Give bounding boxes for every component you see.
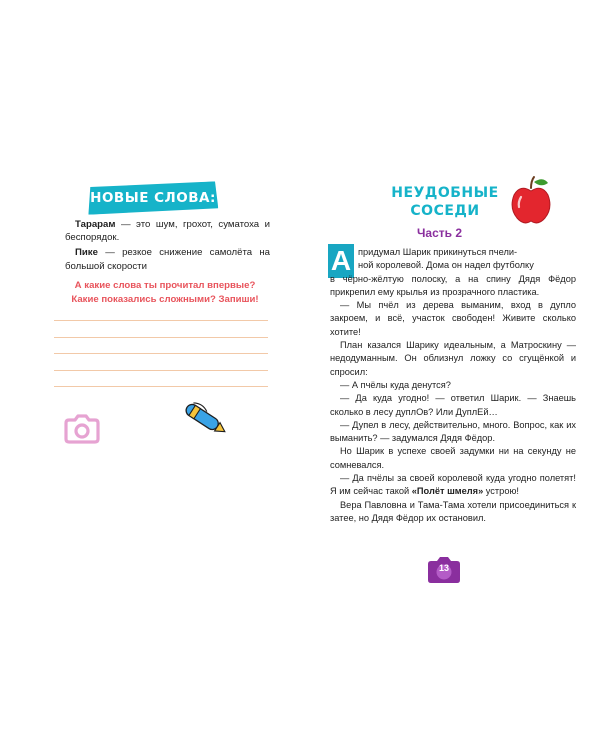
story-paragraph: — Да куда угодно! — ответил Шарик. — Знаешь сколько в лесу дуплОв? Или ДуплЕй…: [330, 393, 576, 417]
camera-icon: [64, 414, 100, 444]
right-page: [300, 0, 600, 750]
definition-term: Тарарам: [75, 219, 116, 230]
story-text: [330, 246, 576, 525]
writing-prompt-line1: А какие слова ты прочитал впервые?: [74, 280, 256, 291]
writing-line: [54, 386, 268, 387]
story-bold-title: «Полёт шмеля»: [411, 486, 484, 497]
definition-term: Пике: [75, 247, 98, 259]
story-text-run: устрою!: [483, 486, 519, 497]
story-paragraph: Вера Павловна и Тама-Тама хотели присоединиться к затее, но Дядя Фёдор их остановил.: [330, 499, 576, 523]
apple-icon: [510, 175, 552, 227]
story-line: в чёрно-жёлтую полоску, а на спину Дядя Фёдор прикрепил ему крылья из прозрачного пластика.: [330, 273, 576, 297]
story-title: [380, 184, 510, 220]
writing-prompt: [60, 279, 270, 306]
story-text-run: — Да пчёлы за своей королевой куда угодно полетят! Я им сейчас такой: [330, 473, 576, 497]
story-line: придумал Шарик прикинуться пчели-: [358, 247, 518, 257]
page-number: 13: [438, 563, 449, 573]
definition-item: [65, 218, 270, 244]
story-title-line1: НЕУДОБНЫЕ: [391, 185, 499, 201]
writing-line: [54, 370, 268, 371]
definitions: [65, 218, 270, 275]
writing-line: [54, 353, 268, 354]
story-line: ной королевой. Дома он надел футболку: [358, 260, 534, 271]
drop-cap: А: [328, 244, 354, 278]
new-words-title: НОВЫЕ СЛОВА:: [90, 190, 216, 206]
story-paragraph: — Мы пчёл из дерева выманим, вход в дупло закроем, и всё, участок свободен! Живите сколько хотите!: [330, 300, 576, 337]
writing-lines: [54, 320, 268, 403]
pen-icon: [180, 398, 230, 442]
writing-line: [54, 320, 268, 321]
definition-text: — это шум, грохот, суматоха и беспорядок.: [65, 219, 270, 244]
story-title-line2: СОСЕДИ: [410, 203, 480, 219]
story-paragraph: [330, 246, 576, 299]
story-paragraph: — Дупел в лесу, действительно, много. Вопрос, как их выманить? — задумался Дядя Фёдор.: [330, 419, 576, 444]
writing-prompt-line2: Какие показались сложными? Запиши!: [71, 293, 259, 305]
definition-text: — резкое снижение самолёта на большой скорости: [65, 247, 270, 272]
story-paragraph: [330, 472, 576, 499]
part-label: Часть 2: [417, 226, 463, 240]
writing-line: [54, 337, 268, 338]
story-paragraph: План казался Шарику идеальным, а Матроскину — недодуманным. Он облизнул ложку со сгущёнкой и спросил:: [330, 340, 576, 377]
story-paragraph: — А пчёлы куда денутся?: [340, 379, 451, 390]
story-paragraph: Но Шарик в успехе своей задумки ни на секунду не сомневался.: [330, 446, 576, 470]
definition-item: [65, 246, 270, 272]
